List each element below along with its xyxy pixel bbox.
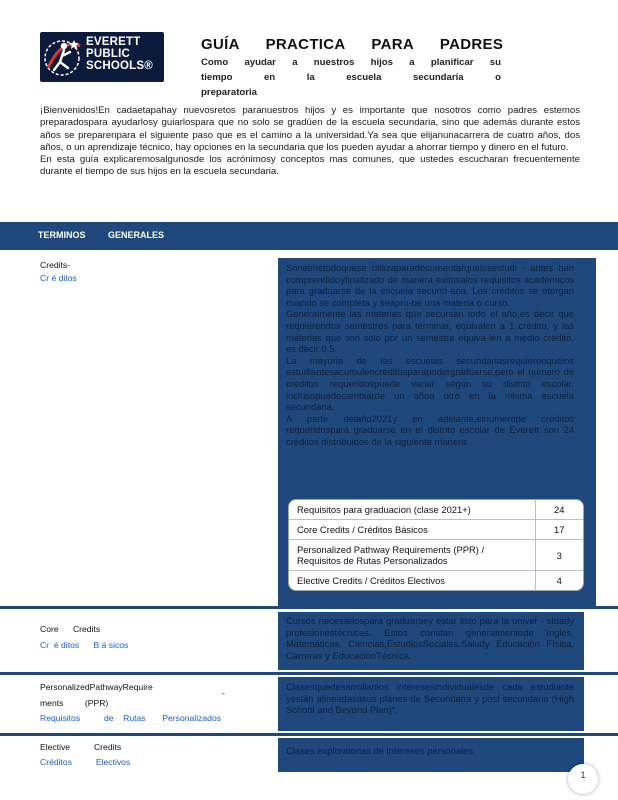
table-cell-value: 4	[535, 571, 583, 591]
table-cell-label: Core Credits / Créditos Básicos	[289, 520, 535, 540]
table-cell-value: 24	[535, 500, 583, 520]
credits-paragraph-3: La mayoria de las escuelas secundariasrequierenquelos estudiantesacumulencréditosparapodergraduarse,pero el numero de créditos requeridospuede variar según su distrito escolar, inclusopuedecambiarde un añoa otro en la misma escuela secundaria.	[286, 354, 574, 413]
section-header-bar	[0, 222, 618, 250]
subtitle-line-1: Como ayudar a nuestros hijos a planificar su	[201, 57, 501, 68]
logo-line-2: PUBLIC	[86, 48, 131, 60]
row-divider	[0, 606, 618, 609]
table-cell-value: 3	[535, 540, 583, 571]
table-cell-label: Personalized Pathway Requirements (PPR) / Requisitos de Rutas Personalizados	[289, 540, 535, 571]
credits-paragraph-2: Generalmente las materias que secursan todo el año,es decir que requierendos semestres para terminar, equivalen a 1 crédito, y las materias que son solo por un semestre equiva-len a medio crédito, es decir 0.5.	[286, 308, 574, 355]
table-cell-value: 17	[535, 520, 583, 540]
intro-paragraph-2: En esta guía explicaremosalgunosde los acrónimosy conceptos mas comunes, que ustedes escucharan frecuentemente durante el tiempo de sus hijos en la escuela secundaria.	[40, 154, 580, 178]
everett-logo	[40, 32, 164, 82]
term-ppr-en-2: ments (PPR)	[40, 698, 109, 708]
table-cell-label: Elective Credits / Créditos Electivos	[297, 575, 445, 586]
intro-text	[40, 105, 580, 179]
term-ppr-en-dash: -	[222, 688, 225, 698]
page-title: GUÍA PRACTICA PARA PADRES	[201, 36, 504, 53]
intro-paragraph-1: ¡Bienvenidos!En cadaetapahay nuevosretos paranuestros hijos y es importante que nosotros como padres estemos preparadospara ayudarlosy guiarlospara que no solo se gradúen de la escuela secundaria, sino que además durante estos años se preparenpara el siguiente paso que es el camino a la universidad.Ya sea que elijanunacarrera de cuatro años, dos años, o un aprendizaje técnico, hay opciones en la secundaria que los pueden ayudar a ahorrar tiempo y dinero en el futuro.	[40, 105, 580, 153]
term-credits-es: Cr é ditos	[40, 273, 77, 283]
term-ppr-en-1: PersonalizedPathwayRequire	[40, 682, 153, 692]
elective-definition-text: Clases exploratorias de intereses personales	[286, 745, 474, 756]
core-definition-text: Cursos necesariospara graduarsey estar listo para la univer - sidady profesionestécnicas. Estos constan generalmentede Ingles, Matemáticas, Ciencias,EstudiosSociales,Saludy Educación Física, Carreras y EducaciónTécnica.	[286, 615, 574, 661]
row-divider	[0, 672, 618, 675]
term-elective-en: Elective Credits	[40, 742, 122, 752]
page-number: 1	[568, 764, 598, 794]
logo-line-1: EVERETT	[86, 36, 141, 48]
table-row	[289, 500, 583, 520]
credits-definition-text	[286, 262, 574, 448]
logo-line-3: SCHOOLS®	[86, 60, 153, 72]
subtitle-line-2: tiempo en la escuela secundaria o preparatoria	[201, 72, 501, 98]
credit-requirements-table	[288, 499, 584, 591]
row-divider	[0, 733, 618, 736]
section-header-general: GENERALES	[108, 230, 165, 240]
term-elective-es: Créditos Electivos	[40, 757, 131, 767]
table-row	[289, 571, 583, 591]
term-core-es: Cr é ditos B á sicos	[40, 640, 129, 650]
term-credits-en: Credits-	[40, 260, 71, 270]
term-ppr-es: Requisitos de Rutas Personalizados	[40, 713, 222, 723]
table-cell-label: Requisitos para graduacion (clase 2021+)	[289, 500, 535, 520]
table-row	[289, 520, 583, 540]
table-row	[289, 540, 583, 571]
page-subtitle	[201, 55, 501, 100]
logo-wordmark	[86, 36, 153, 72]
term-core-en: Core Credits	[40, 624, 101, 634]
credits-paragraph-1: Sonelmétodoquese utilizaparadocumentarquelosestudi - antes han comprendidoyfinalizado de manera exitosalos requisitos académicos para graduarse de la escuela secund-aria. Los créditos se otorgan cuando se completa y seapru-be una materia o curso.	[286, 262, 574, 308]
ppr-definition-text: Clasesquedesarrollanlos interesesindividualesde cada estudiante yestán alineadasasus planes de Secundaria y post secundaria (High School and Beyond Plan)*.	[286, 681, 574, 716]
credits-paragraph-4: A partir delaño2021y en adelante,elnumerode créditos requeridospara graduarse en el distrito escolar de Everett son 24 créditos distribuidos de la siguiente manera:	[286, 412, 574, 447]
section-header-terms: TERMINOS	[38, 230, 86, 240]
